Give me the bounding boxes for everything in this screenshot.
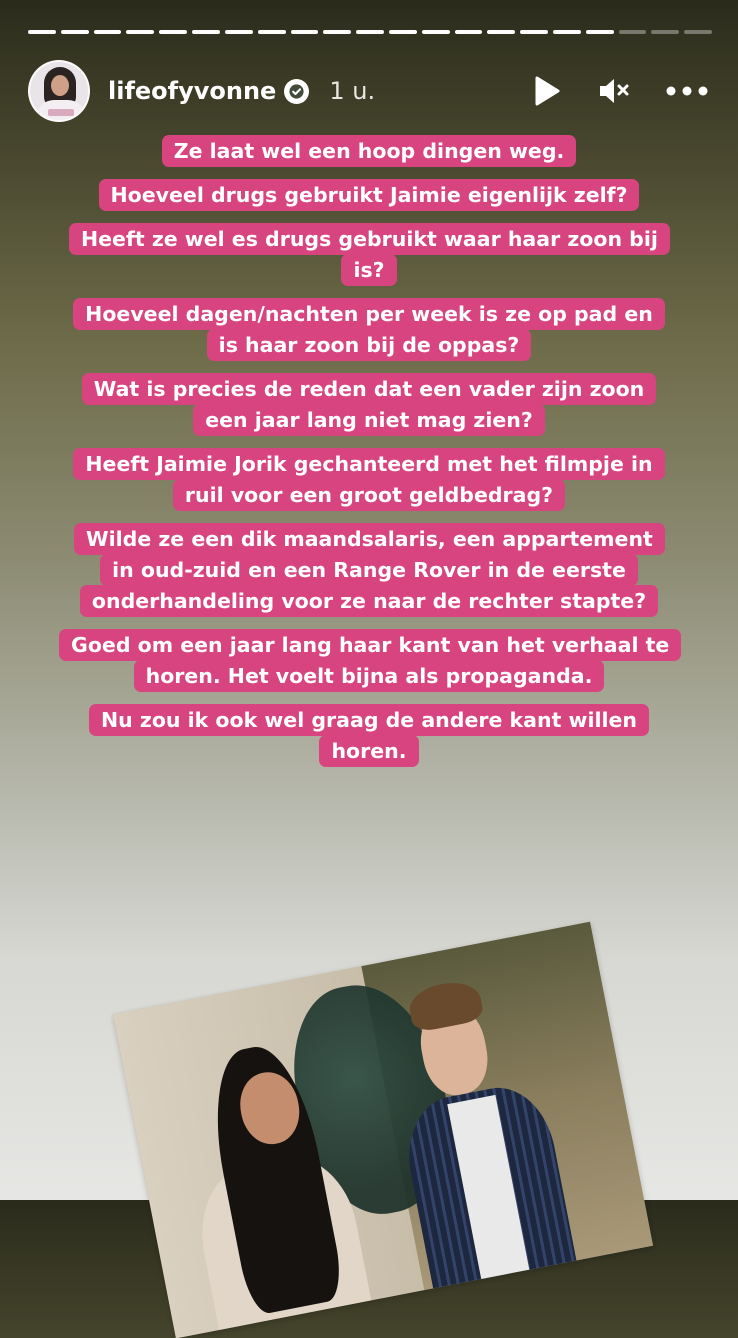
progress-segment (389, 30, 417, 34)
question-sticker: Nu zou ik ook wel graag de andere kant willen horen. (89, 705, 649, 767)
question-sticker: Heeft Jaimie Jorik gechanteerd met het filmpje in ruil voor een groot geldbedrag? (64, 449, 674, 511)
verified-badge-icon (284, 79, 309, 104)
progress-segment (651, 30, 679, 34)
question-sticker: Wat is precies de reden dat een vader zijn zoon een jaar lang niet mag zien? (69, 374, 669, 436)
progress-segment (323, 30, 351, 34)
progress-segment (28, 30, 56, 34)
more-dots-icon[interactable] (664, 71, 710, 111)
tv-still-photo (113, 922, 653, 1338)
speaker-muted-icon[interactable] (594, 71, 634, 111)
progress-segment (520, 30, 548, 34)
play-icon[interactable] (530, 71, 564, 111)
question-sticker: Ze laat wel een hoop dingen weg. (162, 136, 577, 167)
progress-segment (225, 30, 253, 34)
progress-segment (192, 30, 220, 34)
username[interactable]: lifeofyvonne (108, 77, 277, 105)
question-sticker: Hoeveel drugs gebruikt Jaimie eigenlijk zelf? (99, 180, 640, 211)
progress-segment (553, 30, 581, 34)
progress-segment (159, 30, 187, 34)
story-controls (530, 71, 710, 111)
progress-segment (487, 30, 515, 34)
progress-segment (291, 30, 319, 34)
progress-segment (126, 30, 154, 34)
progress-segment (356, 30, 384, 34)
question-sticker: Heeft ze wel es drugs gebruikt waar haar zoon bij is? (69, 224, 669, 286)
story-header (28, 58, 710, 124)
progress-segment (684, 30, 712, 34)
story-progress-bar (28, 30, 712, 34)
progress-segment (619, 30, 647, 34)
question-sticker: Goed om een jaar lang haar kant van het verhaal te horen. Het voelt bijna als propaganda. (59, 630, 679, 692)
progress-segment (422, 30, 450, 34)
progress-segment (94, 30, 122, 34)
question-list (0, 136, 738, 780)
post-time: 1 u. (329, 77, 376, 105)
progress-segment (586, 30, 614, 34)
question-sticker: Hoeveel dagen/nachten per week is ze op pad en is haar zoon bij de oppas? (69, 299, 669, 361)
question-sticker: Wilde ze een dik maandsalaris, een appartement in oud-zuid en een Range Rover in de eerste onderhandeling voor ze naar de rechter stapte? (74, 524, 664, 617)
progress-segment (455, 30, 483, 34)
avatar[interactable] (28, 60, 90, 122)
progress-segment (258, 30, 286, 34)
progress-segment (61, 30, 89, 34)
